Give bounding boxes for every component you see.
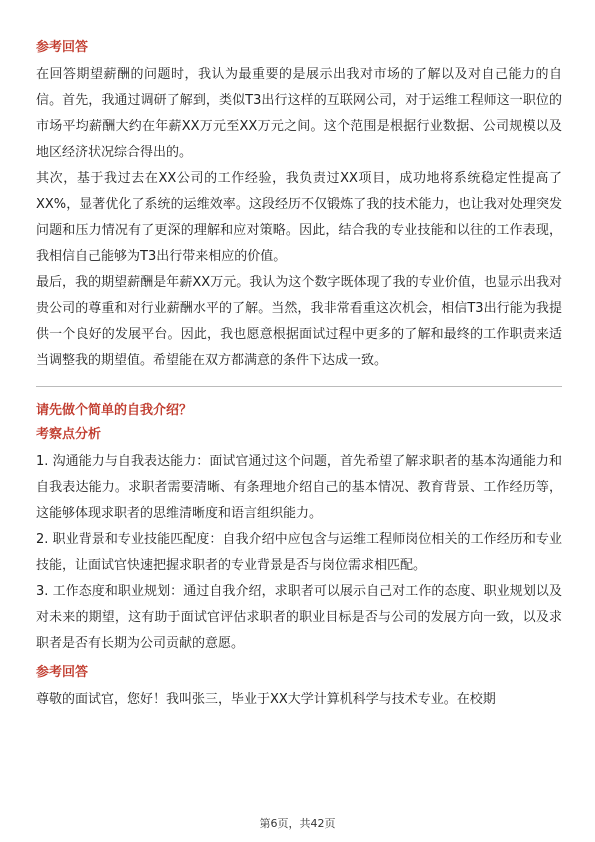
analysis-item-1: 1. 沟通能力与自我表达能力：面试官通过这个问题，首先希望了解求职者的基本沟通能力和自我表达能力。求职者需要清晰、有条理地介绍自己的基本情况、教育背景、工作经历等，这能够体现求职者的思维清晰度和语言组织能力。 <box>36 454 562 521</box>
answer-paragraph-3: 最后，我的期望薪酬是年薪XX万元。我认为这个数字既体现了我的专业价值，也显示出我对贵公司的尊重和对行业薪酬水平的了解。当然，我非常看重这次机会，相信T3出行能为我提供一个良好的发展平台。因此，我也愿意根据面试过程中更多的了解和最终的工作职责来适当调整我的期望值。希望能在双方都满意的条件下达成一致。 <box>36 275 562 368</box>
section-divider <box>36 386 562 387</box>
answer-paragraph-1: 在回答期望薪酬的问题时，我认为最重要的是展示出我对市场的了解以及对自己能力的自信。首先，我通过调研了解到，类似T3出行这样的互联网公司，对于运维工程师这一职位的市场平均薪酬大约在年薪XX万元至XX万元之间。这个范围是根据行业数据、公司规模以及地区经济状况综合得出的。 <box>36 67 562 160</box>
analysis-item-2: 2. 职业背景和专业技能匹配度：自我介绍中应包含与运维工程师岗位相关的工作经历和专业技能，让面试官快速把握求职者的专业背景是否与岗位需求相匹配。 <box>36 532 562 573</box>
answer-intro-paragraph: 尊敬的面试官，您好！我叫张三，毕业于XX大学计算机科学与技术专业。在校期 <box>36 692 496 707</box>
document-page <box>36 38 562 713</box>
analysis-item-3: 3. 工作态度和职业规划：通过自我介绍，求职者可以展示自己对工作的态度、职业规划以及对未来的期望，这有助于面试官评估求职者的职业目标是否与公司的发展方向一致，以及求职者是否有长期为公司贡献的意愿。 <box>36 584 562 651</box>
question-heading: 请先做个简单的自我介绍？ <box>36 403 193 418</box>
reference-answer-heading: 参考回答 <box>36 40 89 55</box>
reference-answer-heading-2: 参考回答 <box>36 665 89 680</box>
answer-paragraph-2: 其次，基于我过去在XX公司的工作经验，我负责过XX项目，成功地将系统稳定性提高了XX%，显著优化了系统的运维效率。这段经历不仅锻炼了我的技术能力，也让我对处理突发问题和压力情况有了更深的理解和应对策略。因此，结合我的专业技能和以往的工作表现，我相信自己能够为T3出行带来相应的价值。 <box>36 171 562 264</box>
analysis-heading: 考察点分析 <box>36 427 102 442</box>
page-number: 第6页，共42页 <box>259 817 336 830</box>
